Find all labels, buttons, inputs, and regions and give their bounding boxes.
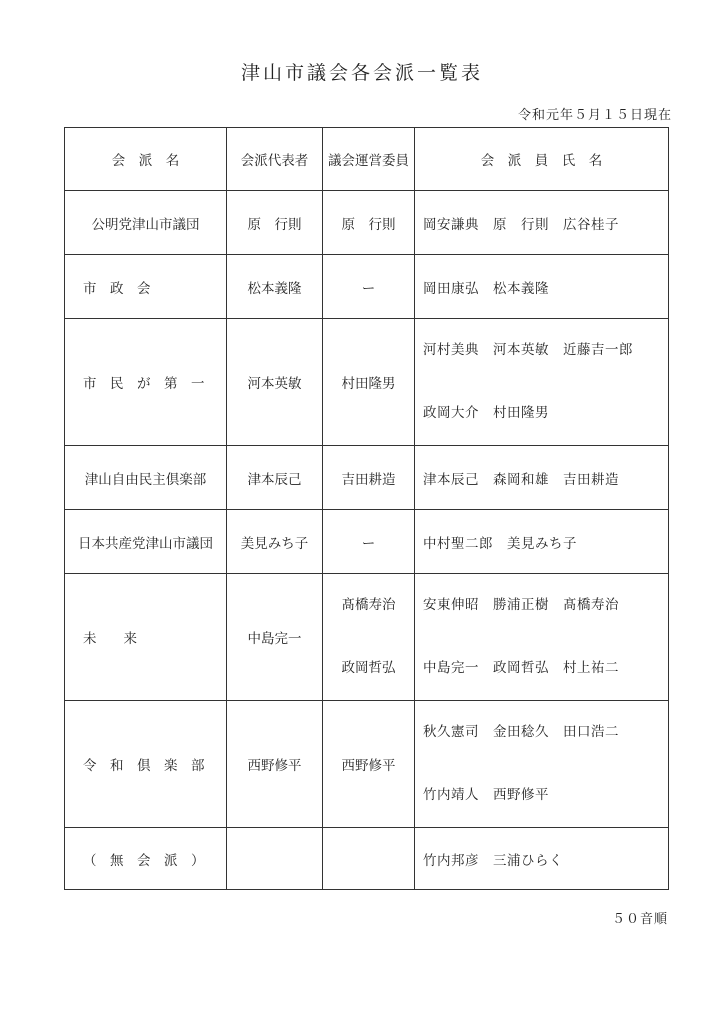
faction-members: 岡田康弘 松本義隆 (415, 255, 669, 319)
table-row (65, 446, 669, 510)
faction-members (415, 574, 669, 701)
faction-name-text: 市 民 が 第 一 (83, 376, 205, 392)
faction-members (415, 319, 669, 446)
faction-name-spread (65, 372, 226, 392)
as-of-date: 令和元年５月１５日現在 (517, 108, 672, 123)
faction-members (415, 701, 669, 828)
member-line: 秋久憲司 金田稔久 田口浩二 (423, 724, 619, 740)
faction-name-spread (65, 849, 226, 869)
faction-members: 中村聖二郎 美見みち子 (415, 510, 669, 574)
table-header-row (65, 128, 669, 191)
table-row (65, 510, 669, 574)
header-faction: 会 派 名 (65, 128, 227, 191)
faction-name-text: 令 和 倶 楽 部 (83, 758, 205, 774)
faction-name-spread (65, 627, 226, 647)
member-line: 安東伸昭 勝浦正樹 髙橋寿治 (423, 597, 619, 613)
table-row (65, 828, 669, 890)
faction-name-text: （ 無 会 派 ） (83, 852, 205, 869)
committee-member: ー (323, 510, 415, 574)
member-line: 竹内靖人 西野修平 (423, 787, 549, 803)
faction-members: 岡安謙典 原 行則 広谷桂子 (415, 191, 669, 255)
faction-name-spread (65, 277, 226, 297)
header-members: 会 派 員 氏 名 (415, 128, 669, 191)
faction-table (64, 127, 669, 890)
committee-member (323, 574, 415, 701)
table-row (65, 191, 669, 255)
faction-name (65, 828, 227, 890)
faction-name (65, 255, 227, 319)
header-committee: 議会運営委員 (323, 128, 415, 191)
committee-line: 髙橋寿治 (341, 597, 396, 613)
member-line: 河村美典 河本英敏 近藤吉一郎 (423, 342, 633, 358)
committee-member: 吉田耕造 (323, 446, 415, 510)
table-row (65, 255, 669, 319)
faction-name-spread (65, 754, 226, 774)
committee-member (323, 828, 415, 890)
faction-name-text: 市 政 会 (83, 280, 151, 297)
representative-name: 松本義隆 (227, 255, 323, 319)
faction-name-text: 未 来 (83, 631, 137, 647)
member-line: 政岡大介 村田隆男 (423, 405, 549, 421)
sort-order-note: ５０音順 (611, 912, 668, 927)
table-row (65, 701, 669, 828)
header-representative: 会派代表者 (227, 128, 323, 191)
faction-name (65, 574, 227, 701)
page-title: 津山市議会各会派一覧表 (240, 62, 483, 84)
committee-member: 原 行則 (323, 191, 415, 255)
committee-member: 西野修平 (323, 701, 415, 828)
member-line: 中島完一 政岡哲弘 村上祐二 (423, 660, 619, 676)
faction-name: 公明党津山市議団 (65, 191, 227, 255)
representative-name: 中島完一 (227, 574, 323, 701)
representative-name: 津本辰己 (227, 446, 323, 510)
faction-members: 津本辰己 森岡和雄 吉田耕造 (415, 446, 669, 510)
faction-name: 津山自由民主倶楽部 (65, 446, 227, 510)
table-row (65, 319, 669, 446)
representative-name: 美見みち子 (227, 510, 323, 574)
table-row (65, 574, 669, 701)
representative-name: 原 行則 (227, 191, 323, 255)
faction-members: 竹内邦彦 三浦ひらく (415, 828, 669, 890)
faction-name (65, 701, 227, 828)
committee-member: ー (323, 255, 415, 319)
faction-name (65, 319, 227, 446)
committee-member: 村田隆男 (323, 319, 415, 446)
representative-name: 河本英敏 (227, 319, 323, 446)
committee-line: 政岡哲弘 (341, 660, 396, 676)
representative-name (227, 828, 323, 890)
faction-name: 日本共産党津山市議団 (65, 510, 227, 574)
representative-name: 西野修平 (227, 701, 323, 828)
